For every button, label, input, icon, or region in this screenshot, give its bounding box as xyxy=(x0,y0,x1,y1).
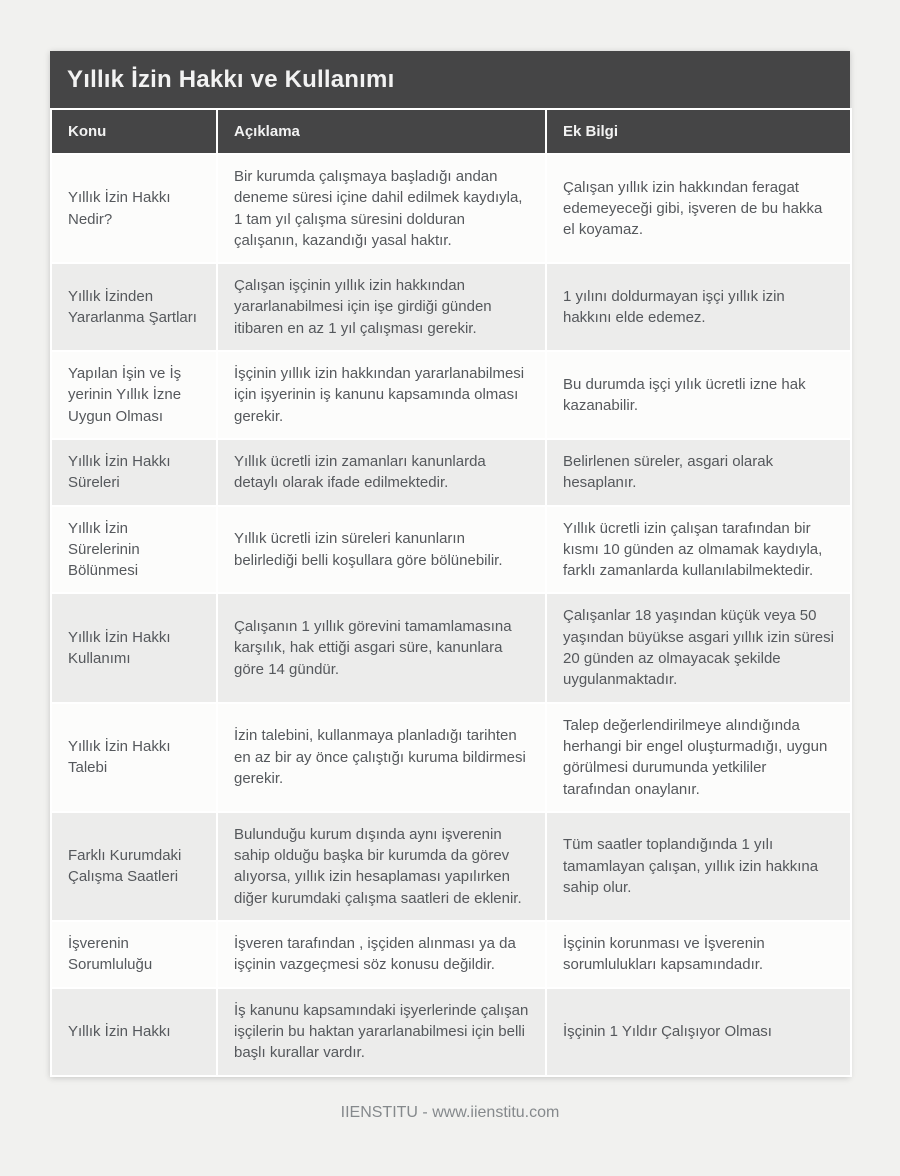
row-extra-info: Yıllık ücretli izin çalışan tarafından bir kısmı 10 günden az olmamak kaydıyla, farklı zamanlarda kullanılabilmektedir. xyxy=(546,506,851,594)
row-topic: Farklı Kurumdaki Çalışma Saatleri xyxy=(51,812,217,921)
row-description: İzin talebini, kullanmaya planladığı tarihten en az bir ay önce çalıştığı kuruma bildirmesi gerekir. xyxy=(217,703,546,812)
row-description: Yıllık ücretli izin süreleri kanunların belirlediği belli koşullara göre bölünebilir. xyxy=(217,506,546,594)
row-topic: Yıllık İzinden Yararlanma Şartları xyxy=(51,263,217,351)
row-description: Çalışanın 1 yıllık görevini tamamlamasına karşılık, hak ettiği asgari süre, kanunlara göre 14 gündür. xyxy=(217,593,546,702)
row-topic: İşverenin Sorumluluğu xyxy=(51,921,217,988)
row-description: Bir kurumda çalışmaya başladığı andan deneme süresi içine dahil edilmek kaydıyla, 1 tam yıl çalışma süresini dolduran çalışanın, kazandığı yasal haktır. xyxy=(217,154,546,263)
row-extra-info: İşçinin 1 Yıldır Çalışıyor Olması xyxy=(546,988,851,1076)
table-row xyxy=(51,988,851,1076)
table-row xyxy=(51,921,851,988)
row-description: İşçinin yıllık izin hakkından yararlanabilmesi için işyerinin iş kanunu kapsamında olması gerekir. xyxy=(217,351,546,439)
table-row xyxy=(51,506,851,594)
row-description: Yıllık ücretli izin zamanları kanunlarda detaylı olarak ifade edilmektedir. xyxy=(217,439,546,506)
row-extra-info: Talep değerlendirilmeye alındığında herhangi bir engel oluşturmadığı, uygun görülmesi durumunda yetkililer tarafından onaylanır. xyxy=(546,703,851,812)
row-description: Bulunduğu kurum dışında aynı işverenin sahip olduğu başka bir kurumda da görev alıyorsa, yıllık izin hesaplaması yapılırken diğer kurumdaki çalışma saatleri de eklenir. xyxy=(217,812,546,921)
row-extra-info: Çalışan yıllık izin hakkından feragat edemeyeceği gibi, işveren de bu hakka el koyamaz. xyxy=(546,154,851,263)
table-row xyxy=(51,593,851,702)
row-topic: Yapılan İşin ve İş yerinin Yıllık İzne Uygun Olması xyxy=(51,351,217,439)
row-extra-info: İşçinin korunması ve İşverenin sorumlulukları kapsamındadır. xyxy=(546,921,851,988)
row-extra-info: Tüm saatler toplandığında 1 yılı tamamlayan çalışan, yıllık izin hakkına sahip olur. xyxy=(546,812,851,921)
row-topic: Yıllık İzin Hakkı Talebi xyxy=(51,703,217,812)
row-extra-info: Bu durumda işçi yılık ücretli izne hak kazanabilir. xyxy=(546,351,851,439)
column-header-konu: Konu xyxy=(51,109,217,154)
row-topic: Yıllık İzin Hakkı xyxy=(51,988,217,1076)
row-topic: Yıllık İzin Hakkı Süreleri xyxy=(51,439,217,506)
table-row xyxy=(51,703,851,812)
row-description: İşveren tarafından , işçiden alınması ya da işçinin vazgeçmesi söz konusu değildir. xyxy=(217,921,546,988)
column-header-aciklama: Açıklama xyxy=(217,109,546,154)
row-extra-info: Belirlenen süreler, asgari olarak hesaplanır. xyxy=(546,439,851,506)
table-row xyxy=(51,263,851,351)
table-header-row xyxy=(51,109,851,154)
row-description: İş kanunu kapsamındaki işyerlerinde çalışan işçilerin bu haktan yararlanabilmesi için belli başlı kurallar vardır. xyxy=(217,988,546,1076)
leave-rights-card xyxy=(50,51,850,1077)
table-row xyxy=(51,439,851,506)
row-topic: Yıllık İzin Hakkı Nedir? xyxy=(51,154,217,263)
row-extra-info: 1 yılını doldurmayan işçi yıllık izin hakkını elde edemez. xyxy=(546,263,851,351)
page-title: Yıllık İzin Hakkı ve Kullanımı xyxy=(50,51,850,108)
column-header-ek-bilgi: Ek Bilgi xyxy=(546,109,851,154)
row-topic: Yıllık İzin Hakkı Kullanımı xyxy=(51,593,217,702)
leave-rights-table xyxy=(50,108,852,1077)
table-row xyxy=(51,154,851,263)
table-row xyxy=(51,812,851,921)
row-extra-info: Çalışanlar 18 yaşından küçük veya 50 yaşından büyükse asgari yıllık izin süresi 20 günden az olmayacak şekilde uygulanmaktadır. xyxy=(546,593,851,702)
row-topic: Yıllık İzin Sürelerinin Bölünmesi xyxy=(51,506,217,594)
table-row xyxy=(51,351,851,439)
row-description: Çalışan işçinin yıllık izin hakkından yararlanabilmesi için işe girdiği günden itibaren en az 1 yıl çalışması gerekir. xyxy=(217,263,546,351)
footer-credit: IIENSTITU - www.iienstitu.com xyxy=(340,1104,560,1121)
